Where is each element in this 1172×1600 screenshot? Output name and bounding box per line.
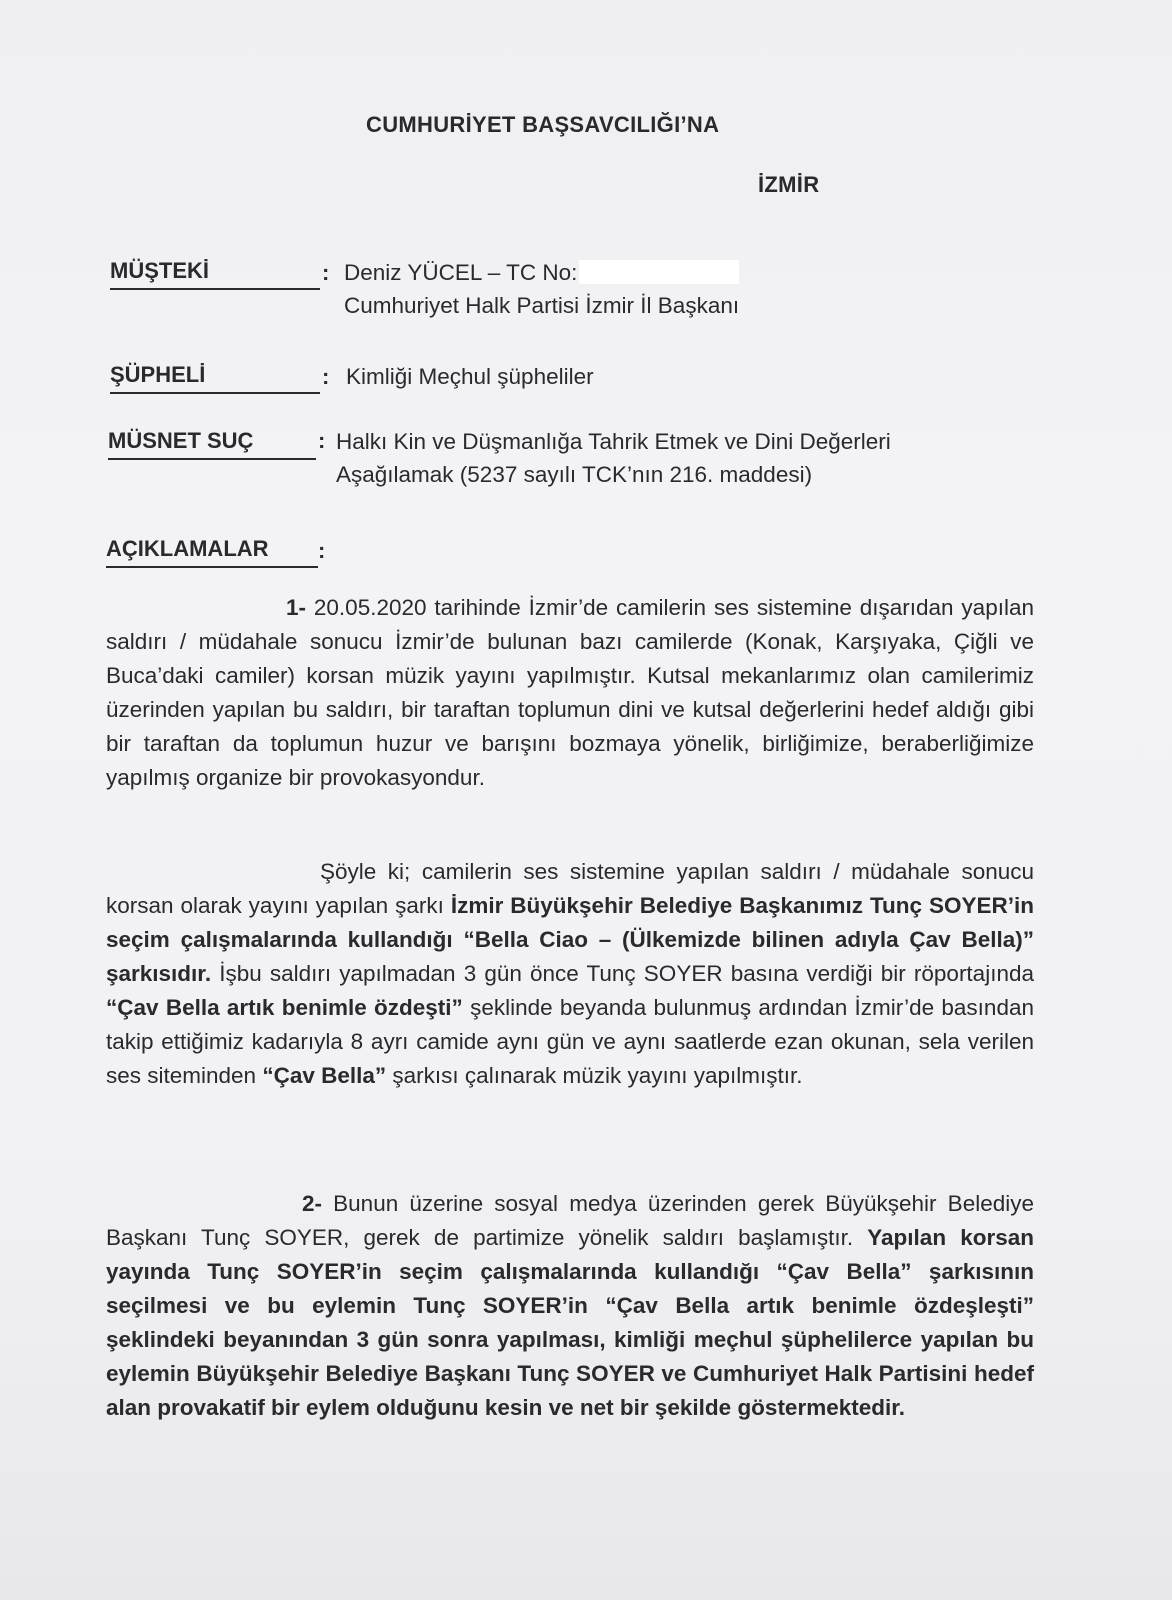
document-title: CUMHURİYET BAŞSAVCILIĞI’NA bbox=[366, 112, 720, 137]
supheli-value: Kimliği Meçhul şüpheliler bbox=[346, 364, 594, 389]
document-city: İZMİR bbox=[758, 172, 820, 197]
paragraph-2-seg6: “Çav Bella” bbox=[262, 1063, 387, 1088]
paragraph-3 bbox=[106, 1187, 1034, 1425]
paragraph-1 bbox=[106, 591, 1034, 795]
musteki-value bbox=[344, 256, 739, 322]
paragraph-1-text: 20.05.2020 tarihinde İzmir’de camilerin ses sistemine dışarıdan yapılan saldırı / müdahale sonucu İzmir’de bulunan bazı camilerde (Konak, Karşıyaka, Çiğli ve Buca’daki camiler) korsan müzik yayını yapılmıştır. Kutsal mekanlarımız olan camilerimiz üzerinden yapılan bu saldırı, bir taraftan toplumun dini ve kutsal değerlerini hedef aldığı gibi bir taraftan da toplumun huzur ve barışını bozmaya yönelik, birliğimize, beraberliğimize yapılmış organize bir provokasyondur. bbox=[106, 595, 1034, 790]
paragraph-2 bbox=[106, 855, 1034, 1093]
musnet-suc-line1: Halkı Kin ve Düşmanlığa Tahrik Etmek ve Dini Değerleri bbox=[336, 429, 891, 454]
musnet-suc-value bbox=[336, 425, 891, 491]
aciklamalar-colon: : bbox=[318, 538, 326, 563]
musnet-suc-label: MÜSNET SUÇ bbox=[108, 428, 316, 460]
paragraph-3-seg2: Yapılan korsan yayında Tunç SOYER’in seçim çalışmalarında kullandığı “Çav Bella” şarkısının seçilmesi ve bu eylemin Tunç SOYER’in “Çav Bella artık benimle özdeşleşti” şeklindeki beyanından 3 gün sonra yapılması, kimliği meçhul şüphelilerce yapılan bu eylemin Büyükşehir Belediye Başkanı Tunç SOYER ve Cumhuriyet Halk Partisini hedef alan provakatif bir eylem olduğunu kesin ve net bir şekilde göstermektedir. bbox=[106, 1225, 1034, 1420]
aciklamalar-label: AÇIKLAMALAR bbox=[106, 536, 318, 568]
paragraph-2-seg7: şarkısı çalınarak müzik yayını yapılmıştır. bbox=[392, 1063, 803, 1088]
paragraph-2-seg3: İşbu saldırı yapılmadan 3 gün önce Tunç SOYER basına verdiği bir röportajında bbox=[219, 961, 1034, 986]
musnet-suc-colon: : bbox=[318, 428, 326, 453]
paragraph-3-number: 2- bbox=[302, 1191, 323, 1216]
musteki-colon: : bbox=[322, 260, 330, 285]
musteki-line2: Cumhuriyet Halk Partisi İzmir İl Başkanı bbox=[344, 293, 740, 318]
musteki-label: MÜŞTEKİ bbox=[110, 258, 320, 290]
paragraph-2-seg5: şeklinde beyanda bulunmuş ardından İzmir’de basından takip ettiğimiz kadarıyla 8 ayrı camide aynı gün ve aynı saatlerde ezan okunan, sela verilen ses siteminden bbox=[106, 995, 1034, 1088]
paragraph-3-seg1: Bunun üzerine sosyal medya üzerinden gerek Büyükşehir Belediye Başkanı Tunç SOYER, gerek de partimize yönelik saldırı başlamıştır. bbox=[106, 1191, 1034, 1250]
supheli-colon: : bbox=[322, 364, 330, 389]
paragraph-2-seg4: “Çav Bella artık benimle özdeşti” bbox=[106, 995, 463, 1020]
paragraph-1-number: 1- bbox=[286, 595, 307, 620]
redaction-box bbox=[579, 260, 739, 284]
musnet-suc-line2: Aşağılamak (5237 sayılı TCK’nın 216. maddesi) bbox=[336, 462, 813, 487]
paragraph-2-seg2: İzmir Büyükşehir Belediye Başkanımız Tunç SOYER’in seçim çalışmalarında kullandığı “Bella Ciao – (Ülkemizde bilinen adıyla Çav Bella)” şarkısıdır. bbox=[106, 893, 1034, 986]
supheli-label: ŞÜPHELİ bbox=[110, 362, 320, 394]
paragraph-2-seg1: Şöyle ki; camilerin ses sistemine yapılan saldırı / müdahale sonucu korsan olarak yayını yapılan şarkı bbox=[106, 859, 1034, 918]
musteki-line1: Deniz YÜCEL – TC No: bbox=[344, 260, 578, 285]
